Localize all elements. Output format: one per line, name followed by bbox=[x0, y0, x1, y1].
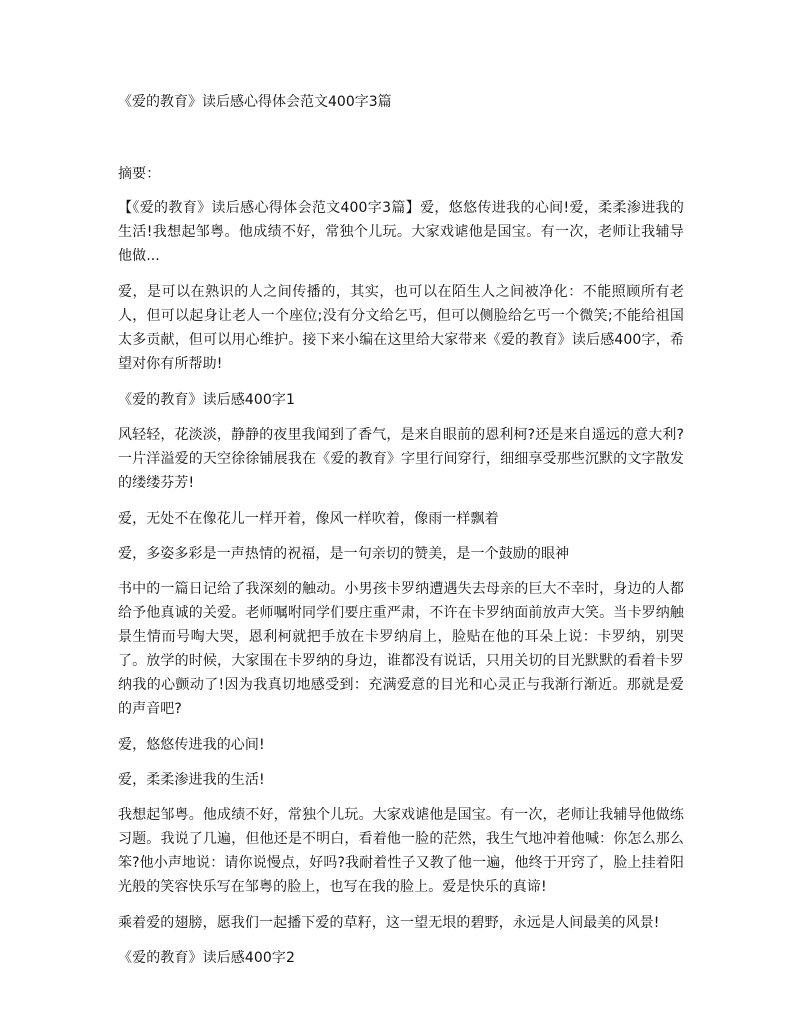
section-1-paragraph-4: 书中的一篇日记给了我深刻的触动。小男孩卡罗纳遭遇失去母亲的巨大不幸时，身边的人都给予他真诚的关爱。老师嘱咐同学们要庄重严肃，不许在卡罗纳面前放声大笑。当卡罗纳触景生情而号啕大哭，恩利柯就把手放在卡罗纳肩上，脸贴在他的耳朵上说：卡罗纳，别哭了。放学的时候，大家围在卡罗纳的身边，谁都没有说话，只用关切的目光默默的看着卡罗纳我的心颤动了!因为我真切地感受到：充满爱意的目光和心灵正与我渐行渐近。那就是爱的声音吧? bbox=[118, 581, 684, 717]
summary-paragraph: 【《爱的教育》读后感心得体会范文400字3篇】爱，悠悠传进我的心间!爱，柔柔渗进我的生活!我想起邹粤。他成绩不好，常独个儿玩。大家戏谑他是国宝。有一次，老师让我辅导他做... bbox=[118, 200, 684, 264]
section-1-paragraph-3: 爱，多姿多彩是一声热情的祝福，是一句亲切的赞美，是一个鼓励的眼神 bbox=[118, 546, 570, 562]
section-1-paragraph-7: 我想起邹粤。他成绩不好，常独个儿玩。大家戏谑他是国宝。有一次，老师让我辅导他做练习题。我说了几遍，但他还是不明白，看着他一脸的茫然，我生气地冲着他喊：你怎么那么笨?他小声地说：请你说慢点，好吗?我耐着性子又教了他一遍，他终于开窍了，脸上挂着阳光般的笑容快乐写在邹粤的脸上，也写在我的脸上。爱是快乐的真谛! bbox=[118, 807, 684, 895]
section-1-paragraph-8: 乘着爱的翅膀，愿我们一起播下爱的草籽，这一望无垠的碧野，永远是人间最美的风景! bbox=[118, 915, 660, 931]
section-1-paragraph-5: 爱，悠悠传进我的心间! bbox=[118, 737, 265, 753]
document-page bbox=[118, 92, 684, 981]
section-1-heading: 《爱的教育》读后感400字1 bbox=[118, 392, 296, 408]
summary-label: 摘要： bbox=[118, 166, 161, 182]
intro-paragraph: 爱，是可以在熟识的人之间传播的，其实，也可以在陌生人之间被净化：不能照顾所有老人，但可以起身让老人一个座位;没有分文给乞丐，但可以侧脸给乞丐一个微笑;不能给祖国太多贡献，但可以用心维护。接下来小编在这里给大家带来《爱的教育》读后感400字，希望对你有所帮助! bbox=[118, 284, 684, 372]
document-title: 《爱的教育》读后感心得体会范文400字3篇 bbox=[118, 94, 392, 110]
section-1-paragraph-6: 爱，柔柔渗进我的生活! bbox=[118, 772, 265, 788]
section-1-paragraph-1: 风轻轻，花淡淡，静静的夜里我闻到了香气，是来自眼前的恩利柯?还是来自遥远的意大利?一片洋溢爱的天空徐徐铺展我在《爱的教育》字里行间穿行，细细享受那些沉默的文字散发的缕缕芬芳! bbox=[118, 427, 684, 491]
section-2-heading: 《爱的教育》读后感400字2 bbox=[118, 950, 296, 966]
section-1-paragraph-2: 爱，无处不在像花儿一样开着，像风一样吹着，像雨一样飘着 bbox=[118, 511, 499, 527]
